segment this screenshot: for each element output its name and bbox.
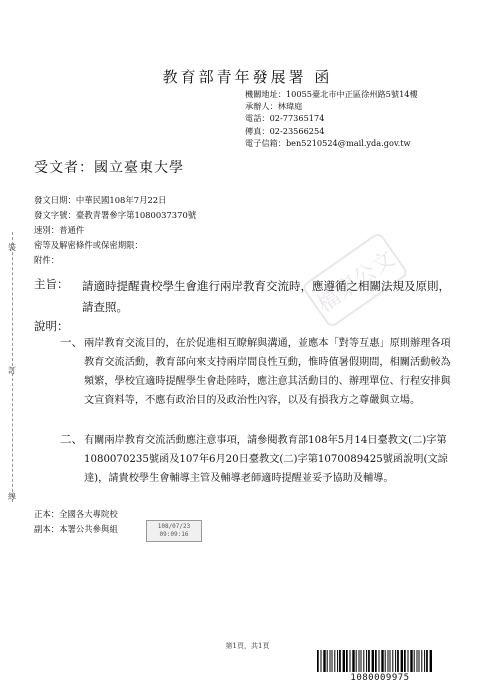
timestamp-stamp — [146, 520, 202, 542]
copy-recipients: 副本：本署公共參與組 — [34, 524, 118, 534]
fax-number: 傳真：02-23566254 — [245, 125, 325, 136]
explanation-label: 說明： — [34, 319, 69, 333]
barcode-bar — [388, 650, 389, 672]
document-meta — [34, 193, 196, 268]
document-title: 教育部青年發展署 函 — [162, 68, 333, 86]
barcode-bar — [401, 650, 403, 672]
contact-info — [245, 88, 418, 149]
attachment: 附件： — [34, 255, 60, 265]
explanation-item-1-text: 兩岸教育交流目的，在於促進相互瞭解與溝通，並應本「對等互惠」原則辦理各項教育交流活動，教育部向來支持兩岸間良性互動，惟時值暑假期間，相關活動較為頻繁，學校宜適時提醒學生會赴陸時，應注意其活動目的、辦理單位、行程安排與文宣資料等，不應有政治目的及政治性內容，以及有損我方之尊嚴與立場。 — [84, 338, 451, 406]
barcode-bar — [414, 650, 415, 672]
barcode-bar — [356, 650, 357, 672]
barcode-bar — [359, 650, 360, 672]
binding-mark-bottom: 線 — [8, 492, 16, 501]
barcode-bar — [392, 650, 393, 672]
handler-name: 承辦人：林瑋庭 — [245, 101, 303, 112]
binding-mark-top: 裝 — [8, 243, 16, 252]
classification: 密等及解密條件或保密期限： — [34, 240, 143, 250]
barcode-bar — [404, 650, 406, 672]
barcode-bar — [430, 650, 432, 672]
barcode-bar — [417, 650, 418, 672]
barcode-bar — [332, 650, 333, 672]
barcode-bar — [368, 650, 370, 672]
barcode — [315, 650, 445, 672]
barcode-bar — [385, 650, 386, 672]
barcode-bar — [361, 650, 362, 672]
subject-label: 主旨： — [34, 277, 69, 291]
stamp-time: 09:09:16 — [159, 531, 189, 538]
recipient: 受文者：國立臺東大學 — [34, 160, 184, 176]
barcode-bar — [334, 650, 335, 672]
barcode-bar — [395, 650, 396, 672]
barcode-bar — [327, 650, 328, 672]
subject-text: 請適時提醒貴校學生會進行兩岸教育交流時，應遵循之相關法規及原則，請查照。 — [82, 279, 450, 314]
barcode-number: 1080009975 — [350, 673, 410, 683]
barcode-bar — [366, 650, 367, 672]
agency-address: 機關地址：10055臺北市中正區徐州路5號14樓 — [245, 89, 418, 99]
explanation-item-1-number: 一、 — [60, 335, 83, 349]
barcode-bar — [426, 650, 428, 672]
barcode-bar — [397, 650, 399, 672]
barcode-bar — [346, 650, 348, 672]
barcode-bar — [330, 650, 331, 672]
barcode-bar — [363, 650, 364, 672]
barcode-bar — [390, 650, 391, 672]
document-number: 發文字號：臺教青署參字第1080037370號 — [34, 210, 197, 220]
watermark-text: 檔案公文 — [313, 246, 400, 318]
barcode-bar — [323, 650, 325, 672]
barcode-bar — [317, 650, 319, 672]
barcode-bar — [424, 650, 425, 672]
binding-mark-middle: 訂 — [8, 366, 16, 375]
barcode-bar — [343, 650, 345, 672]
barcode-bar — [372, 650, 374, 672]
barcode-bar — [381, 650, 383, 672]
barcode-bar — [375, 650, 377, 672]
explanation-item-2-text: 有關兩岸教育交流活動應注意事項，請參閱教育部108年5月14日臺教文(二)字第1080070235號函及107年6月20日臺教文(二)字第1070089425號函說明(文諒達)，請貴校學生會輔導主管及輔導老師適時提醒並妥予協助及輔導。 — [84, 435, 448, 484]
barcode-bar — [339, 650, 341, 672]
barcode-bar — [350, 650, 351, 672]
page-number: 第1頁，共1頁 — [225, 642, 270, 650]
barcode-bar — [419, 650, 420, 672]
explanation-item-2-number: 二、 — [60, 432, 83, 446]
urgency: 速別：普通件 — [34, 225, 85, 235]
stamp-date: 108/07/23 — [157, 523, 191, 530]
issue-date: 發文日期：中華民國108年7月22日 — [34, 195, 167, 205]
phone-number: 電話：02-77365174 — [245, 113, 325, 124]
barcode-bar — [321, 650, 322, 672]
barcode-bar — [408, 650, 409, 672]
barcode-bar — [379, 650, 380, 672]
barcode-bar — [337, 650, 338, 672]
distribution-list — [34, 507, 118, 537]
original-recipients: 正本：全國各大專院校 — [34, 509, 118, 519]
barcode-bar — [410, 650, 412, 672]
email-address: 電子信箱：ben5210524@mail.yda.gov.tw — [245, 137, 411, 148]
barcode-bar — [421, 650, 422, 672]
barcode-bar — [352, 650, 354, 672]
